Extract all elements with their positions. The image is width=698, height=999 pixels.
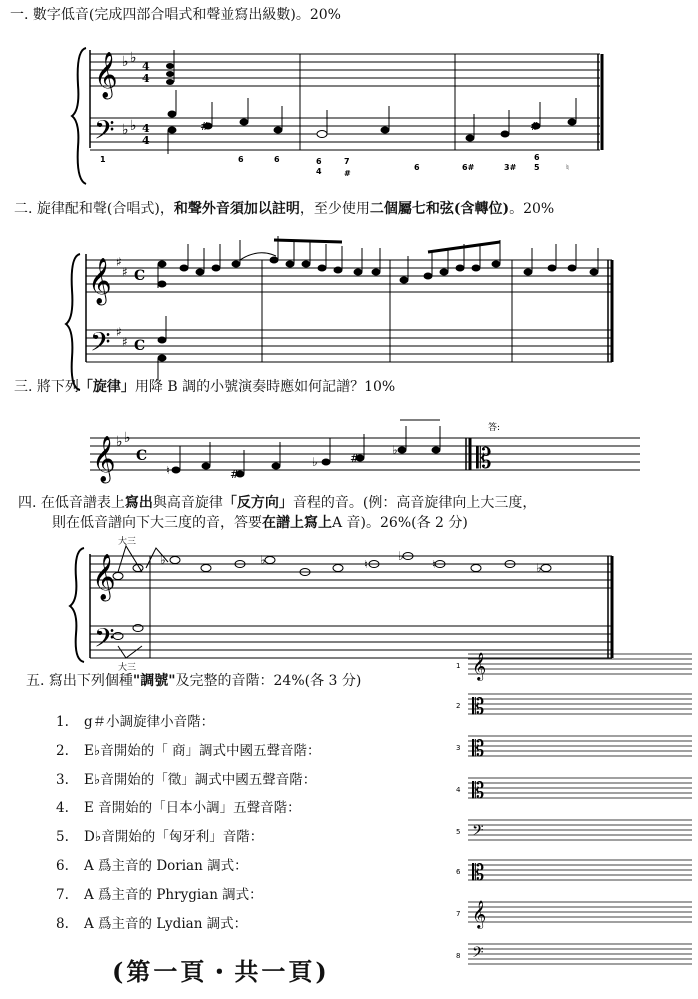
svg-text:♯: ♯ xyxy=(122,335,128,349)
page-footer: (第一頁・共一頁) xyxy=(112,957,330,986)
svg-text:♭: ♭ xyxy=(130,50,137,66)
svg-text:𝄞: 𝄞 xyxy=(88,258,112,304)
staff-number: 4 xyxy=(456,786,461,794)
figure-4: 4 xyxy=(316,167,322,176)
svg-text:𝄢: 𝄢 xyxy=(472,822,484,843)
svg-text:𝄡: 𝄡 xyxy=(472,861,485,886)
staff-number: 7 xyxy=(456,910,461,918)
svg-text:♭: ♭ xyxy=(124,430,131,446)
staff-number: 5 xyxy=(456,828,461,836)
svg-text:#: # xyxy=(350,452,360,465)
list-item: 1. g＃小調旋律小音階： xyxy=(56,714,215,730)
svg-text:𝄢: 𝄢 xyxy=(94,114,115,152)
figure-5: 5 xyxy=(534,163,540,172)
figure-6d: 6 xyxy=(414,163,420,172)
list-item: 2. E♭音開始的「 商」調式中國五聲音階： xyxy=(56,742,321,759)
question-1: 一. 數字低音(完成四部合唱式和聲並寫出級數)。20% xyxy=(10,7,341,23)
svg-text:𝄢: 𝄢 xyxy=(94,622,115,660)
svg-text:♯: ♯ xyxy=(116,255,122,269)
list-item: 5. D♭音開始的「匈牙利」音階： xyxy=(56,829,264,846)
figure-sharp: # xyxy=(344,169,351,178)
svg-text:♭: ♭ xyxy=(122,54,129,70)
svg-text:#: # xyxy=(200,120,210,133)
list-item: 3. E♭音開始的「徵」調式中國五聲音階： xyxy=(56,771,317,788)
svg-text:4: 4 xyxy=(142,72,150,85)
q2-grand-staff xyxy=(0,230,698,390)
svg-text:𝄡: 𝄡 xyxy=(476,442,492,475)
svg-text:♯: ♯ xyxy=(116,325,122,339)
staff-number: 2 xyxy=(456,702,461,710)
question-4-line2: 則在低音譜向下大三度的音，答要在譜上寫上A 音)。26%(各 2 分) xyxy=(52,515,468,531)
staff-number: 1 xyxy=(456,662,461,670)
svg-text:C: C xyxy=(134,338,146,354)
svg-text:♭: ♭ xyxy=(392,443,398,457)
q3-answer-label: 答: xyxy=(488,423,501,433)
svg-text:♭: ♭ xyxy=(160,553,166,567)
svg-text:♯: ♯ xyxy=(122,265,128,279)
figure-3sharp: 3# xyxy=(504,163,517,172)
svg-text:♭: ♭ xyxy=(398,549,404,563)
svg-text:♭: ♭ xyxy=(116,434,123,450)
figure-7: 7 xyxy=(344,157,350,166)
svg-text:♭: ♭ xyxy=(260,553,266,567)
svg-text:C: C xyxy=(136,448,148,464)
figure-6e: 6 xyxy=(534,153,540,162)
list-item: 6. A 爲主音的 Dorian 調式： xyxy=(56,857,248,874)
list-item: 8. A 爲主音的 Lydian 調式： xyxy=(56,915,248,932)
answer-staves xyxy=(440,640,698,965)
svg-text:♮: ♮ xyxy=(364,558,368,571)
svg-text:𝄞: 𝄞 xyxy=(472,652,487,680)
question-2: 二. 旋律配和聲(合唱式)，和聲外音須加以註明，至少使用二個屬七和弦(含轉位)。20% xyxy=(14,201,555,217)
svg-text:♭: ♭ xyxy=(312,455,318,469)
staff-number: 6 xyxy=(456,868,461,876)
figure-6a: 6 xyxy=(238,155,244,164)
figure-1: 1 xyxy=(100,155,106,164)
svg-text:#: # xyxy=(530,120,540,133)
svg-text:♭: ♭ xyxy=(536,561,542,575)
svg-text:𝄡: 𝄡 xyxy=(472,695,485,720)
svg-text:𝄡: 𝄡 xyxy=(472,737,485,762)
figure-6sharp: 6# xyxy=(462,163,475,172)
q4-label-bottom: 大三 xyxy=(118,663,137,673)
svg-text:𝄞: 𝄞 xyxy=(94,52,118,98)
figure-natural: ♮ xyxy=(566,163,569,172)
q4-label-top: 大三 xyxy=(118,537,137,547)
svg-text:𝄢: 𝄢 xyxy=(90,326,111,364)
svg-text:#: # xyxy=(230,468,240,481)
question-5: 五. 寫出下列個種"調號"及完整的音階：24%(各 3 分) xyxy=(26,673,362,689)
q1-grand-staff xyxy=(0,30,698,190)
svg-text:𝄞: 𝄞 xyxy=(92,436,116,482)
svg-text:𝄞: 𝄞 xyxy=(472,900,487,928)
svg-text:𝄞: 𝄞 xyxy=(92,554,116,600)
svg-text:𝄢: 𝄢 xyxy=(472,944,484,965)
svg-text:♮: ♮ xyxy=(432,558,436,571)
list-item: 4. E 音開始的「日本小調」五聲音階： xyxy=(56,800,301,817)
figure-6c: 6 xyxy=(316,157,322,166)
staff-number: 3 xyxy=(456,744,461,752)
question-3: 三. 將下列「旋律」用降 B 調的小號演奏時應如何記譜？10% xyxy=(14,379,396,395)
svg-text:♭: ♭ xyxy=(122,122,129,138)
svg-text:𝄡: 𝄡 xyxy=(472,779,485,804)
svg-text:4: 4 xyxy=(142,122,150,135)
svg-text:♮: ♮ xyxy=(166,464,170,477)
svg-text:♭: ♭ xyxy=(130,118,137,134)
svg-text:C: C xyxy=(134,268,146,284)
q3-staff xyxy=(0,410,698,490)
list-item: 7. A 爲主音的 Phrygian 調式： xyxy=(56,886,263,903)
staff-number: 8 xyxy=(456,952,461,960)
figure-6b: 6 xyxy=(274,155,280,164)
scale-list xyxy=(56,712,416,942)
question-4: 四. 在低音譜表上寫出與高音旋律「反方向」音程的音。(例：高音旋律向上大三度， xyxy=(18,495,537,511)
svg-text:4: 4 xyxy=(142,134,150,147)
svg-text:4: 4 xyxy=(142,60,150,73)
